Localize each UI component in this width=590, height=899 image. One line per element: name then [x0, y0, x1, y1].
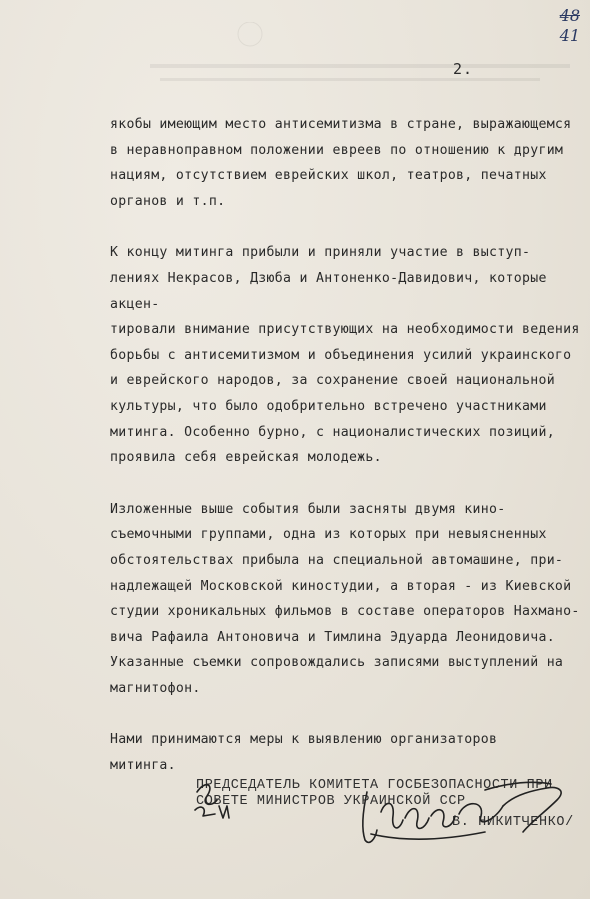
document-body: [110, 112, 580, 805]
paragraph-1: якобы имеющим место антисемитизма в стране, выражающемся в неравноправном положении евреев по отношению к другим нациям, отсутствием еврейских школ, театров, печатных органов и т.п.: [110, 117, 572, 209]
archive-number-current: 41: [559, 26, 580, 45]
show-through-texture: [150, 22, 570, 92]
paragraph-4: Нами принимаются меры к выявлению организаторов митинга.: [110, 732, 498, 774]
signature-title: [196, 778, 576, 810]
page-number: 2.: [453, 60, 474, 78]
archive-number-crossed: 48: [559, 6, 580, 25]
paragraph-3: Изложенные выше события были засняты двумя кино- съемочными группами, одна из которых при невыясненных обстоятельствах прибыла на специальной автомашине, при- надлежащей Московской киностудии, а вторая - из Киевской студии хроникальных фильмов в составе операторов Нахмано- вича Рафаила Антоновича и Тимлина Эдуарда Леонидовича. Указанные съемки сопровождались записями выступлений на магнитофон.: [110, 501, 580, 696]
paragraph-2: К концу митинга прибыли и приняли участие в выступ- лениях Некрасов, Дзюба и Антоненко-Давидович, которые акцен- тировали внимание присутствующих на необходимости ведения борьбы с антисемитизмом и объединения усилий украинского и еврейского народов, за сохранение своей национальной культуры, что было одобрительно встречено участниками митинга. Особенно бурно, с националистических позиций, проявила себя еврейская молодежь.: [110, 245, 580, 466]
signature-title-line-1: ПРЕДСЕДАТЕЛЬ КОМИТЕТА ГОСБЕЗОПАСНОСТИ ПРИ: [196, 778, 553, 793]
archive-page-number: [560, 6, 580, 46]
signature-title-line-2: СОВЕТЕ МИНИСТРОВ УКРАИНСКОЙ ССР: [196, 794, 466, 809]
signature-name: В. НИКИТЧЕНКО/: [452, 815, 574, 830]
